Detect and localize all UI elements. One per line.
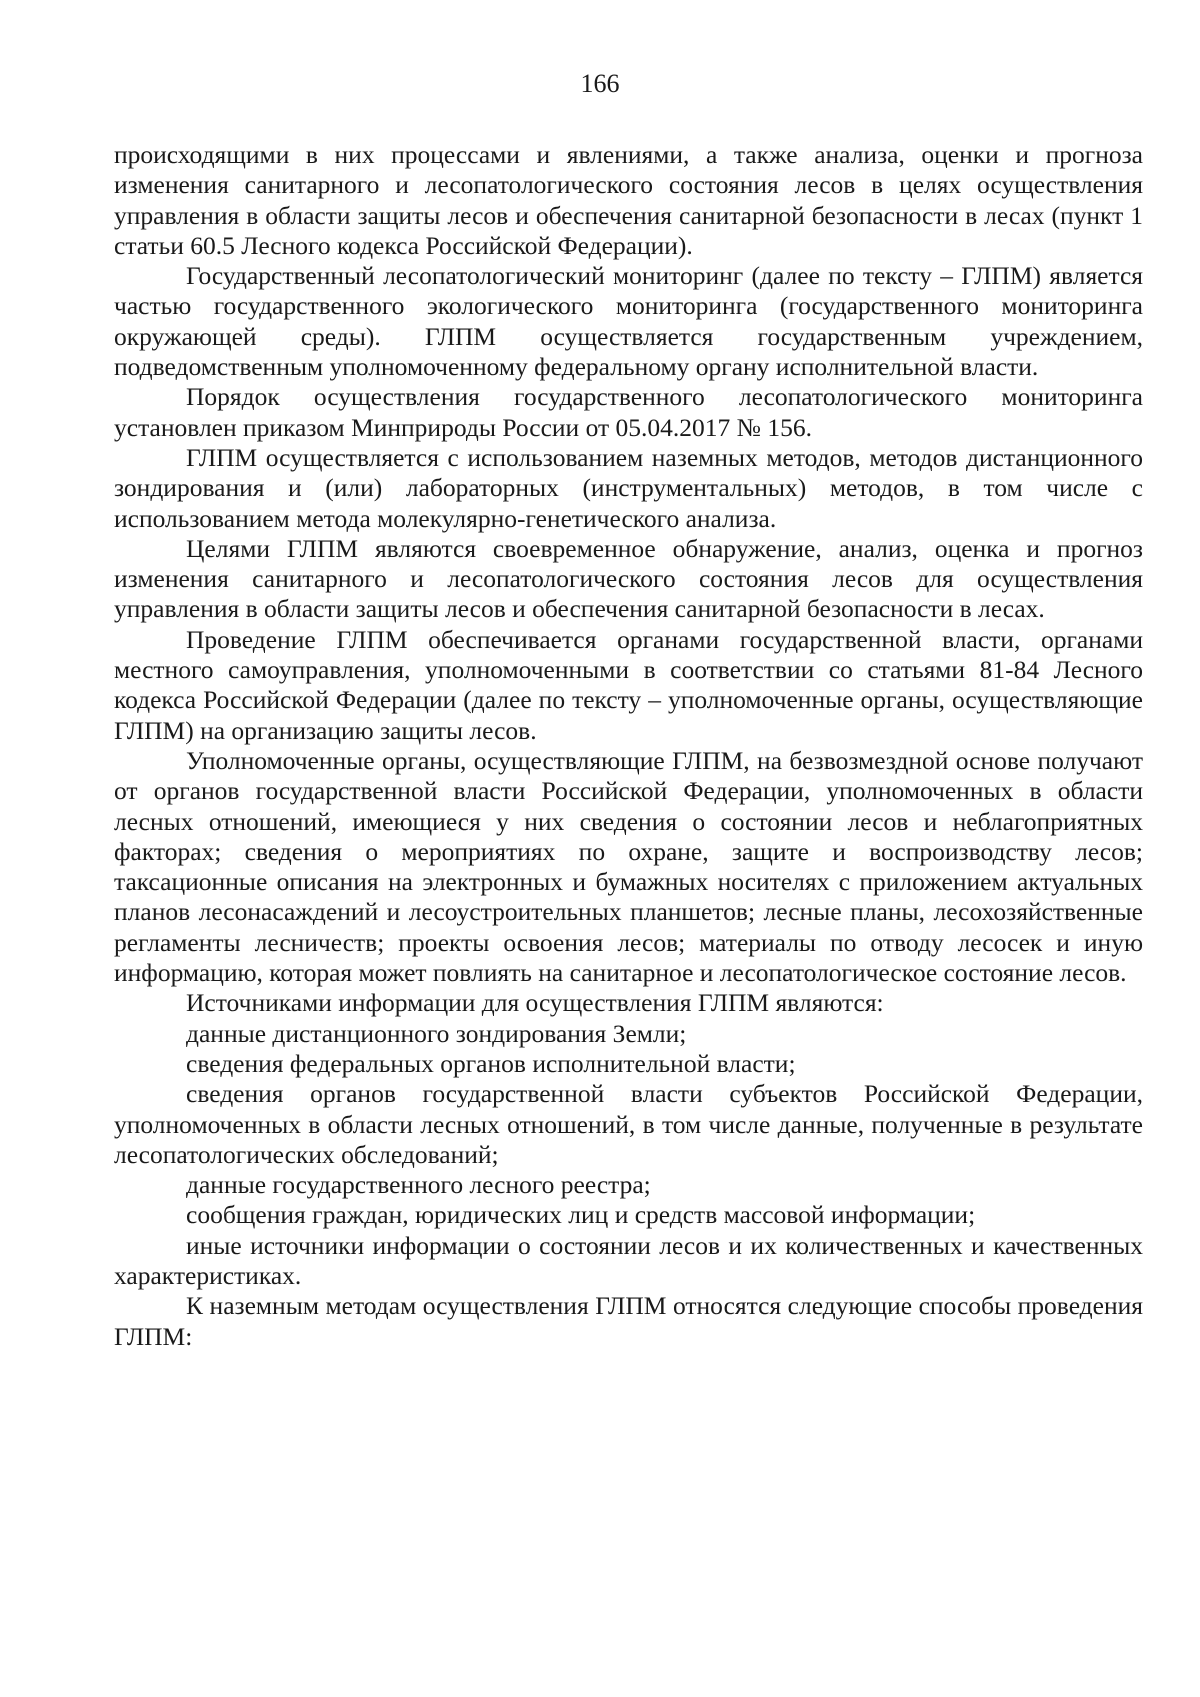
list-item-source: сведения органов государственной власти субъектов Российской Федерации, уполномоченных в области лесных отношений, в том числе данные, полученные в результате лесопатологических обследований;: [114, 1079, 1143, 1169]
list-item-source: данные дистанционного зондирования Земли;: [186, 1018, 687, 1048]
list-item-source: сведения федеральных органов исполнительной власти;: [186, 1048, 796, 1078]
page-number: 166: [580, 69, 620, 98]
list-item-source: сообщения граждан, юридических лиц и средств массовой информации;: [186, 1200, 976, 1230]
paragraph-procedure-order: Порядок осуществления государственного лесопатологического мониторинга установлен приказом Минприроды России от 05.04.2017 № 156.: [114, 382, 1143, 442]
paragraph-goals: Целями ГЛПМ являются своевременное обнаружение, анализ, оценка и прогноз изменения санитарного и лесопатологического состояния лесов для осуществления управления в области защиты лесов и обеспечения санитарной безопасности в лесах.: [114, 533, 1143, 624]
paragraph-glpm-definition: Государственный лесопатологический мониторинг (далее по тексту – ГЛПМ) является частью государственного экологического мониторинга (государственного мониторинга окружающей среды). ГЛПМ осуществляется государственным учреждением, подведомственным уполномоченному федеральному органу исполнительной власти.: [114, 261, 1143, 382]
paragraph-continuation: происходящими в них процессами и явлениями, а также анализа, оценки и прогноза изменения санитарного и лесопатологического состояния лесов в целях осуществления управления в области защиты лесов и обеспечения санитарной безопасности в лесах (пункт 1 статьи 60.5 Лесного кодекса Российской Федерации).: [114, 140, 1143, 260]
paragraph-methods: ГЛПМ осуществляется с использованием наземных методов, методов дистанционного зондирования и (или) лабораторных (инструментальных) методов, в том числе с использованием метода молекулярно-генетического анализа.: [114, 442, 1143, 533]
paragraph-authorized-bodies: Уполномоченные органы, осуществляющие ГЛПМ, на безвозмездной основе получают от органов государственной власти Российской Федерации, уполномоченных в области лесных отношений, имеющиеся у них сведения о состоянии лесов и неблагоприятных факторах; сведения о мероприятиях по охране, защите и воспроизводству лесов; таксационные описания на электронных и бумажных носителях с приложением актуальных планов лесонасаждений и лесоустроительных планшетов; лесные планы, лесохозяйственные регламенты лесничеств; проекты освоения лесов; материалы по отводу лесосек и иную информацию, которая может повлиять на санитарное и лесопатологическое состояние лесов.: [114, 745, 1143, 988]
paragraph-implementation: Проведение ГЛПМ обеспечивается органами государственной власти, органами местного самоуправления, уполномоченными в соответствии со статьями 81-84 Лесного кодекса Российской Федерации (далее по тексту – уполномоченные органы, осуществляющие ГЛПМ) на организацию защиты лесов.: [114, 624, 1143, 745]
body-text: [114, 140, 1143, 1352]
list-item-source: иные источники информации о состоянии лесов и их количественных и качественных характеристиках.: [114, 1230, 1143, 1290]
paragraph-sources-intro: Источниками информации для осуществления ГЛПМ являются:: [186, 988, 884, 1018]
paragraph-ground-methods: К наземным методам осуществления ГЛПМ относятся следующие способы проведения ГЛПМ:: [114, 1291, 1143, 1351]
list-item-source: данные государственного лесного реестра;: [186, 1170, 651, 1200]
